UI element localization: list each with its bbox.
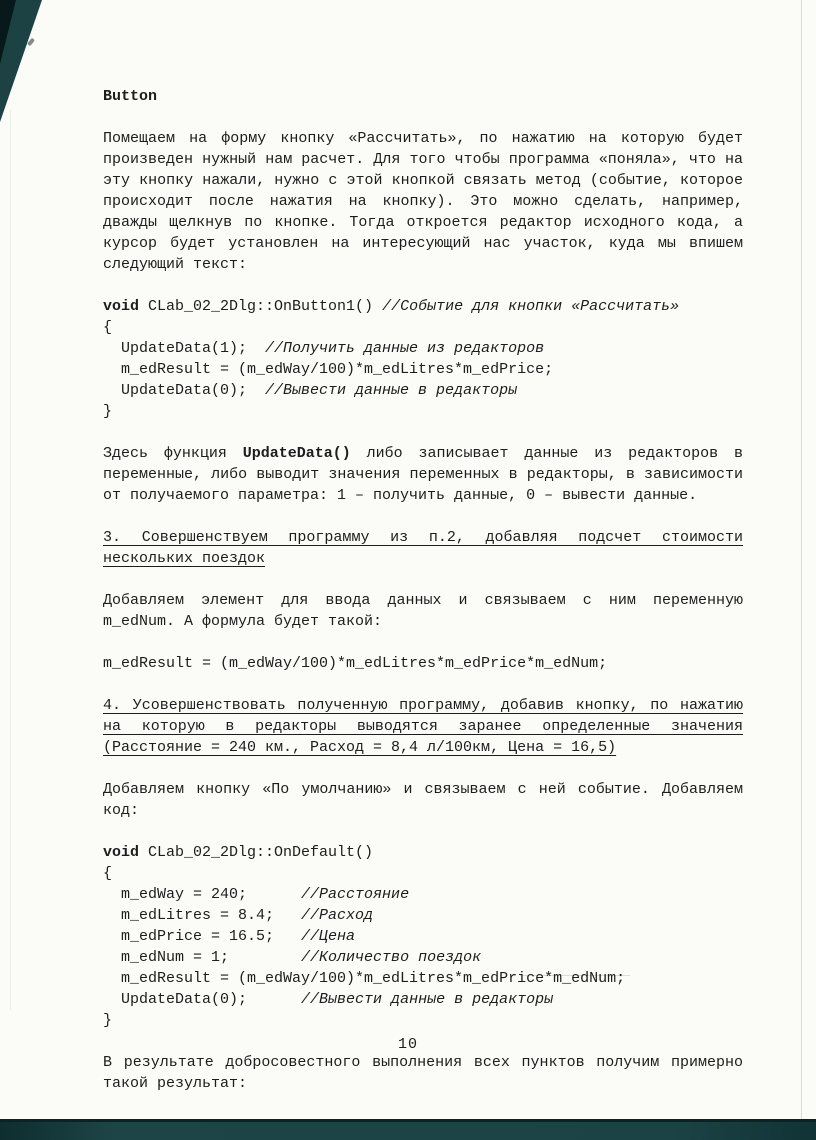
code-text: CLab_02_2Dlg::OnDefault() bbox=[139, 844, 374, 861]
code-line bbox=[103, 842, 743, 863]
code-line bbox=[103, 989, 743, 1010]
code-text: m_edPrice = 16.5; bbox=[103, 928, 302, 945]
code-text: } bbox=[103, 403, 113, 420]
code-text: { bbox=[103, 319, 113, 336]
paragraph-text: Здесь функция bbox=[103, 445, 243, 462]
document-content bbox=[103, 86, 743, 1115]
code-keyword: void bbox=[103, 298, 140, 315]
code-text: UpdateData(1); bbox=[103, 340, 266, 357]
inline-bold-updatedata: UpdateData() bbox=[242, 445, 351, 462]
code-comment: //Получить данные из редакторов bbox=[265, 340, 545, 357]
code-line bbox=[103, 359, 743, 380]
code-text: m_edWay = 240; bbox=[103, 886, 302, 903]
code-line bbox=[103, 947, 743, 968]
paragraph-updatedata bbox=[103, 443, 743, 506]
code-text: { bbox=[103, 865, 113, 882]
paragraph-task3: Добавляем элемент для ввода данных и связываем с ним переменную m_edNum. А формула будет такой: bbox=[103, 592, 743, 630]
code-comment: //Цена bbox=[301, 928, 356, 945]
scan-edge-right bbox=[801, 0, 802, 1140]
paragraph-text: либо записывает данные из редакторов в переменные, либо выводит значения переменных в редакторы, в зависимости от получаемого параметра: 1 – получить данные, 0 – вывести данные. bbox=[103, 445, 743, 504]
code-text: m_edLitres = 8.4; bbox=[103, 907, 302, 924]
paragraph-intro: Помещаем на форму кнопку «Рассчитать», по нажатию на которую будет произведен нужный нам расчет. Для того чтобы программа «поняла», что на эту кнопку нажали, нужно с этой кнопкой связать метод (событие, которое происходит после нажатия на кнопку). Это можно сделать, например, дважды щелкнув по кнопке. Тогда откроется редактор исходного кода, а курсор будет установлен на интересующий нас участок, куда мы впишем следующий текст: bbox=[103, 130, 743, 273]
code-text: CLab_02_2Dlg::OnButton1() bbox=[139, 298, 383, 315]
code-line bbox=[103, 296, 743, 317]
code-line bbox=[103, 380, 743, 401]
code-text: m_edResult = (m_edWay/100)*m_edLitres*m_edPrice*m_edNum; bbox=[103, 970, 626, 987]
code-text: UpdateData(0); bbox=[103, 991, 302, 1008]
code-comment: //Количество поездок bbox=[301, 949, 482, 966]
code-comment: //Событие для кнопки «Рассчитать» bbox=[382, 298, 680, 315]
code-block-onbutton1 bbox=[103, 296, 743, 422]
code-line bbox=[103, 884, 743, 905]
scan-artifact-bottom-bar bbox=[0, 1119, 816, 1140]
code-line bbox=[103, 338, 743, 359]
code-line bbox=[103, 401, 743, 422]
code-comment: //Вывести данные в редакторы bbox=[265, 382, 518, 399]
paragraph-task4: Добавляем кнопку «По умолчанию» и связываем с ней событие. Добавляем код: bbox=[103, 781, 743, 819]
code-line bbox=[103, 905, 743, 926]
scan-edge-left bbox=[10, 110, 11, 1010]
section-heading-button: Button bbox=[103, 88, 158, 105]
code-text: m_edNum = 1; bbox=[103, 949, 302, 966]
code-keyword: void bbox=[103, 844, 140, 861]
code-comment: //Вывести данные в редакторы bbox=[301, 991, 554, 1008]
paragraph-result: В результате добросовестного выполнения всех пунктов получим примерно такой результат: bbox=[103, 1054, 743, 1092]
task-heading-4: 4. Усовершенствовать полученную программу, добавив кнопку, по нажатию на которую в редакторы выводятся заранее определенные значения (Расстояние = 240 км., Расход = 8,4 л/100км, Цена = 16,5) bbox=[103, 697, 743, 756]
code-comment: //Расстояние bbox=[301, 886, 410, 903]
code-text: m_edResult = (m_edWay/100)*m_edLitres*m_edPrice; bbox=[103, 361, 554, 378]
code-line bbox=[103, 317, 743, 338]
code-line bbox=[103, 968, 743, 989]
code-line bbox=[103, 1010, 743, 1031]
page-number: 10 bbox=[397, 1036, 418, 1053]
code-line bbox=[103, 863, 743, 884]
code-comment: //Расход bbox=[301, 907, 374, 924]
code-line bbox=[103, 926, 743, 947]
code-line bbox=[103, 653, 743, 674]
code-text: } bbox=[103, 1012, 113, 1029]
code-text: UpdateData(0); bbox=[103, 382, 266, 399]
task-heading-3: 3. Совершенствуем программу из п.2, добавляя подсчет стоимости нескольких поездок bbox=[103, 529, 743, 567]
formula-line bbox=[103, 653, 743, 674]
code-block-ondefault bbox=[103, 842, 743, 1031]
code-text: m_edResult = (m_edWay/100)*m_edLitres*m_edPrice*m_edNum; bbox=[103, 655, 608, 672]
